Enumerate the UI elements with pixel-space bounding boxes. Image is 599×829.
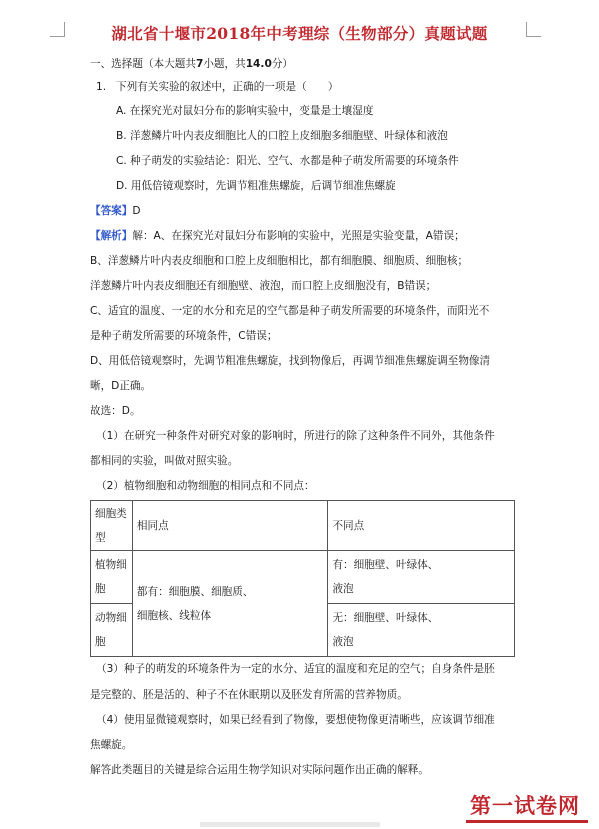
table-header-type: 细胞类 型 <box>91 501 133 551</box>
analysis-line-7: 晰，D正确。 <box>90 380 152 392</box>
table-cell-animal-diff: 无：细胞壁、叶绿体、 液泡 <box>328 604 515 657</box>
section-count: 7 <box>195 58 204 70</box>
table-cell-plant-label: 植物细 胞 <box>91 551 133 604</box>
question-number: 1. <box>96 81 107 93</box>
analysis-line-11: （2）植物细胞和动物细胞的相同点和不同点： <box>96 480 315 492</box>
section-heading <box>90 57 293 71</box>
analysis-line-6: D、用低倍镜观察时，先调节粗准焦螺旋，找到物像后，再调节细准焦螺旋调至物像清 <box>90 355 491 367</box>
analysis-line-8: 故选：D。 <box>90 405 141 417</box>
analysis-line-2: B、洋葱鳞片叶内表皮细胞和口腔上皮细胞相比，都有细胞膜、细胞质、细胞核； <box>90 255 469 267</box>
analysis-line-5: 是种子萌发所需要的环境条件，C错误； <box>90 330 278 342</box>
site-logo: 第一试卷网 <box>470 793 580 818</box>
answer-line <box>90 204 141 218</box>
footer-smudge <box>200 822 380 827</box>
table-row <box>91 551 515 604</box>
note-line-2: 是完整的、胚是活的、种子不在休眠期以及胚发育所需的营养物质。 <box>90 689 408 701</box>
page-title: 湖北省十堰市2018年中考理综（生物部分）真题试题 <box>111 24 488 43</box>
note-line-3: （4）使用显微镜观察时，如果已经看到了物像，要想使物像更清晰些，应该调节细准 <box>96 714 495 726</box>
note-line-1: （3）种子的萌发的环境条件为一定的水分、适宜的温度和充足的空气；自身条件是胚 <box>96 663 495 675</box>
analysis-tag: 【解析】 <box>90 230 133 242</box>
analysis-line-3: 洋葱鳞片叶内表皮细胞还有细胞壁、液泡，而口腔上皮细胞没有，B错误； <box>90 280 437 292</box>
logo-underline <box>466 820 588 823</box>
table-cell-plant-diff: 有：细胞壁、叶绿体、 液泡 <box>328 551 515 604</box>
option-a: A. 在探究光对鼠妇分布的影响实验中，变量是土壤湿度 <box>116 105 374 117</box>
cell-comparison-table <box>90 500 515 657</box>
section-mid: 小题，共 <box>203 58 246 70</box>
section-prefix: 一、选择题（本大题共 <box>90 58 196 70</box>
analysis-line-1 <box>90 229 465 243</box>
question-stem: 下列有关实验的叙述中，正确的一项是（ ） <box>116 81 339 93</box>
option-d: D. 用低倍镜观察时，先调节粗准焦螺旋，后调节细准焦螺旋 <box>116 180 396 192</box>
table-header-row <box>91 501 515 551</box>
answer-tag: 【答案】 <box>90 205 133 217</box>
analysis-line-10: 都相同的实验，叫做对照实验。 <box>90 455 239 467</box>
table-header-common: 相同点 <box>132 501 328 551</box>
table-cell-common: 都有：细胞膜、细胞质、 细胞核、线粒体 <box>132 551 328 657</box>
section-score: 14.0 <box>245 58 272 70</box>
option-c: C. 种子萌发的实验结论：阳光、空气、水都是种子萌发所需要的环境条件 <box>116 155 459 167</box>
analysis-line-4: C、适宜的温度、一定的水分和充足的空气都是种子萌发所需要的环境条件，而阳光不 <box>90 305 490 317</box>
table-cell-animal-label: 动物细 胞 <box>91 604 133 657</box>
analysis-line-9: （1）在研究一种条件对研究对象的影响时，所进行的除了这种条件不同外，其他条件 <box>96 430 495 442</box>
note-line-4: 焦螺旋。 <box>90 739 133 751</box>
table-header-diff: 不同点 <box>328 501 515 551</box>
answer-value: D <box>132 205 141 217</box>
note-line-5: 解答此类题目的关键是综合运用生物学知识对实际问题作出正确的解释。 <box>90 764 429 776</box>
section-suffix: 分） <box>271 58 294 70</box>
option-b: B. 洋葱鳞片叶内表皮细胞比人的口腔上皮细胞多细胞壁、叶绿体和液泡 <box>116 130 448 142</box>
analysis-text: 解：A、在探究光对鼠妇分布影响的实验中，光照是实验变量，A错误； <box>132 230 465 242</box>
